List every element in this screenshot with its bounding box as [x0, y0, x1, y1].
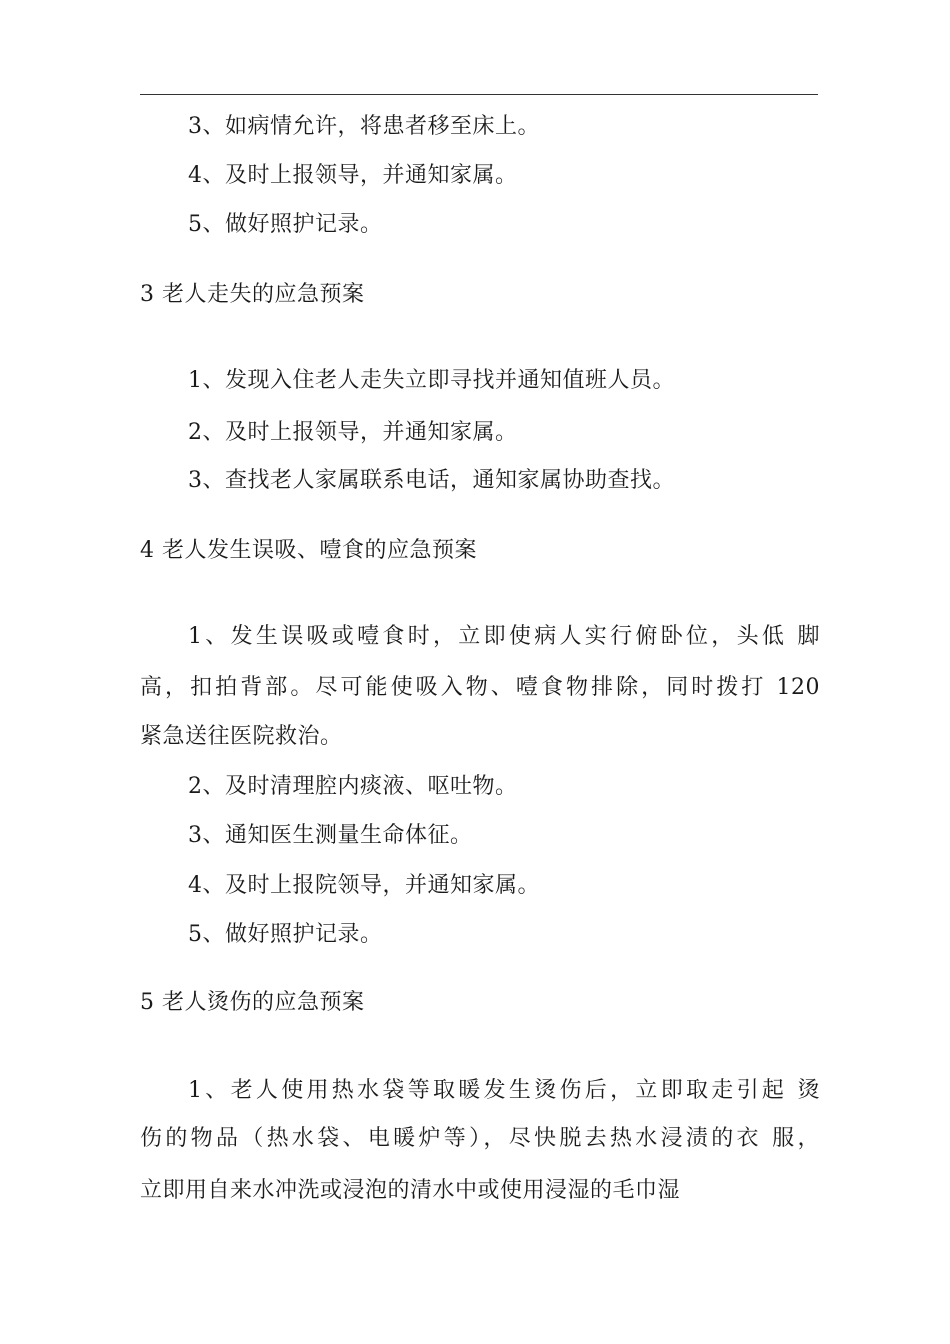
- paragraph-line: 立即用自来水冲洗或浸泡的清水中或使用浸湿的毛巾湿: [140, 1178, 681, 1203]
- list-item: 4、及时上报领导，并通知家属。: [188, 163, 518, 188]
- list-item: 2、及时清理腔内痰液、呕吐物。: [188, 774, 518, 799]
- list-item: 4、及时上报院领导，并通知家属。: [188, 873, 540, 898]
- list-item: 3、如病情允许，将患者移至床上。: [188, 114, 540, 139]
- list-item: 5、做好照护记录。: [188, 922, 383, 947]
- list-item: 3、通知医生测量生命体征。: [188, 823, 473, 848]
- paragraph-line: 伤的物品（热水袋、电暖炉等），尽快脱去热水浸渍的衣 服，: [140, 1126, 820, 1151]
- paragraph-line: 1、发生误吸或噎食时，立即使病人实行俯卧位，头低 脚: [188, 624, 820, 649]
- list-item: 1、发现入住老人走失立即寻找并通知值班人员。: [188, 368, 675, 393]
- list-item: 2、及时上报领导，并通知家属。: [188, 420, 518, 445]
- list-item: 3、查找老人家属联系电话，通知家属协助查找。: [188, 468, 675, 493]
- section-heading: 5 老人烫伤的应急预案: [140, 990, 365, 1015]
- list-item: 5、做好照护记录。: [188, 212, 383, 237]
- section-heading: 3 老人走失的应急预案: [140, 282, 365, 307]
- paragraph-line: 高，扣拍背部。尽可能使吸入物、噎食物排除，同时拨打 120: [140, 675, 820, 700]
- paragraph-line: 1、老人使用热水袋等取暖发生烫伤后，立即取走引起 烫: [188, 1078, 820, 1103]
- section-heading: 4 老人发生误吸、噎食的应急预案: [140, 538, 477, 563]
- header-rule: [140, 94, 818, 95]
- paragraph-line: 紧急送往医院救治。: [140, 724, 343, 749]
